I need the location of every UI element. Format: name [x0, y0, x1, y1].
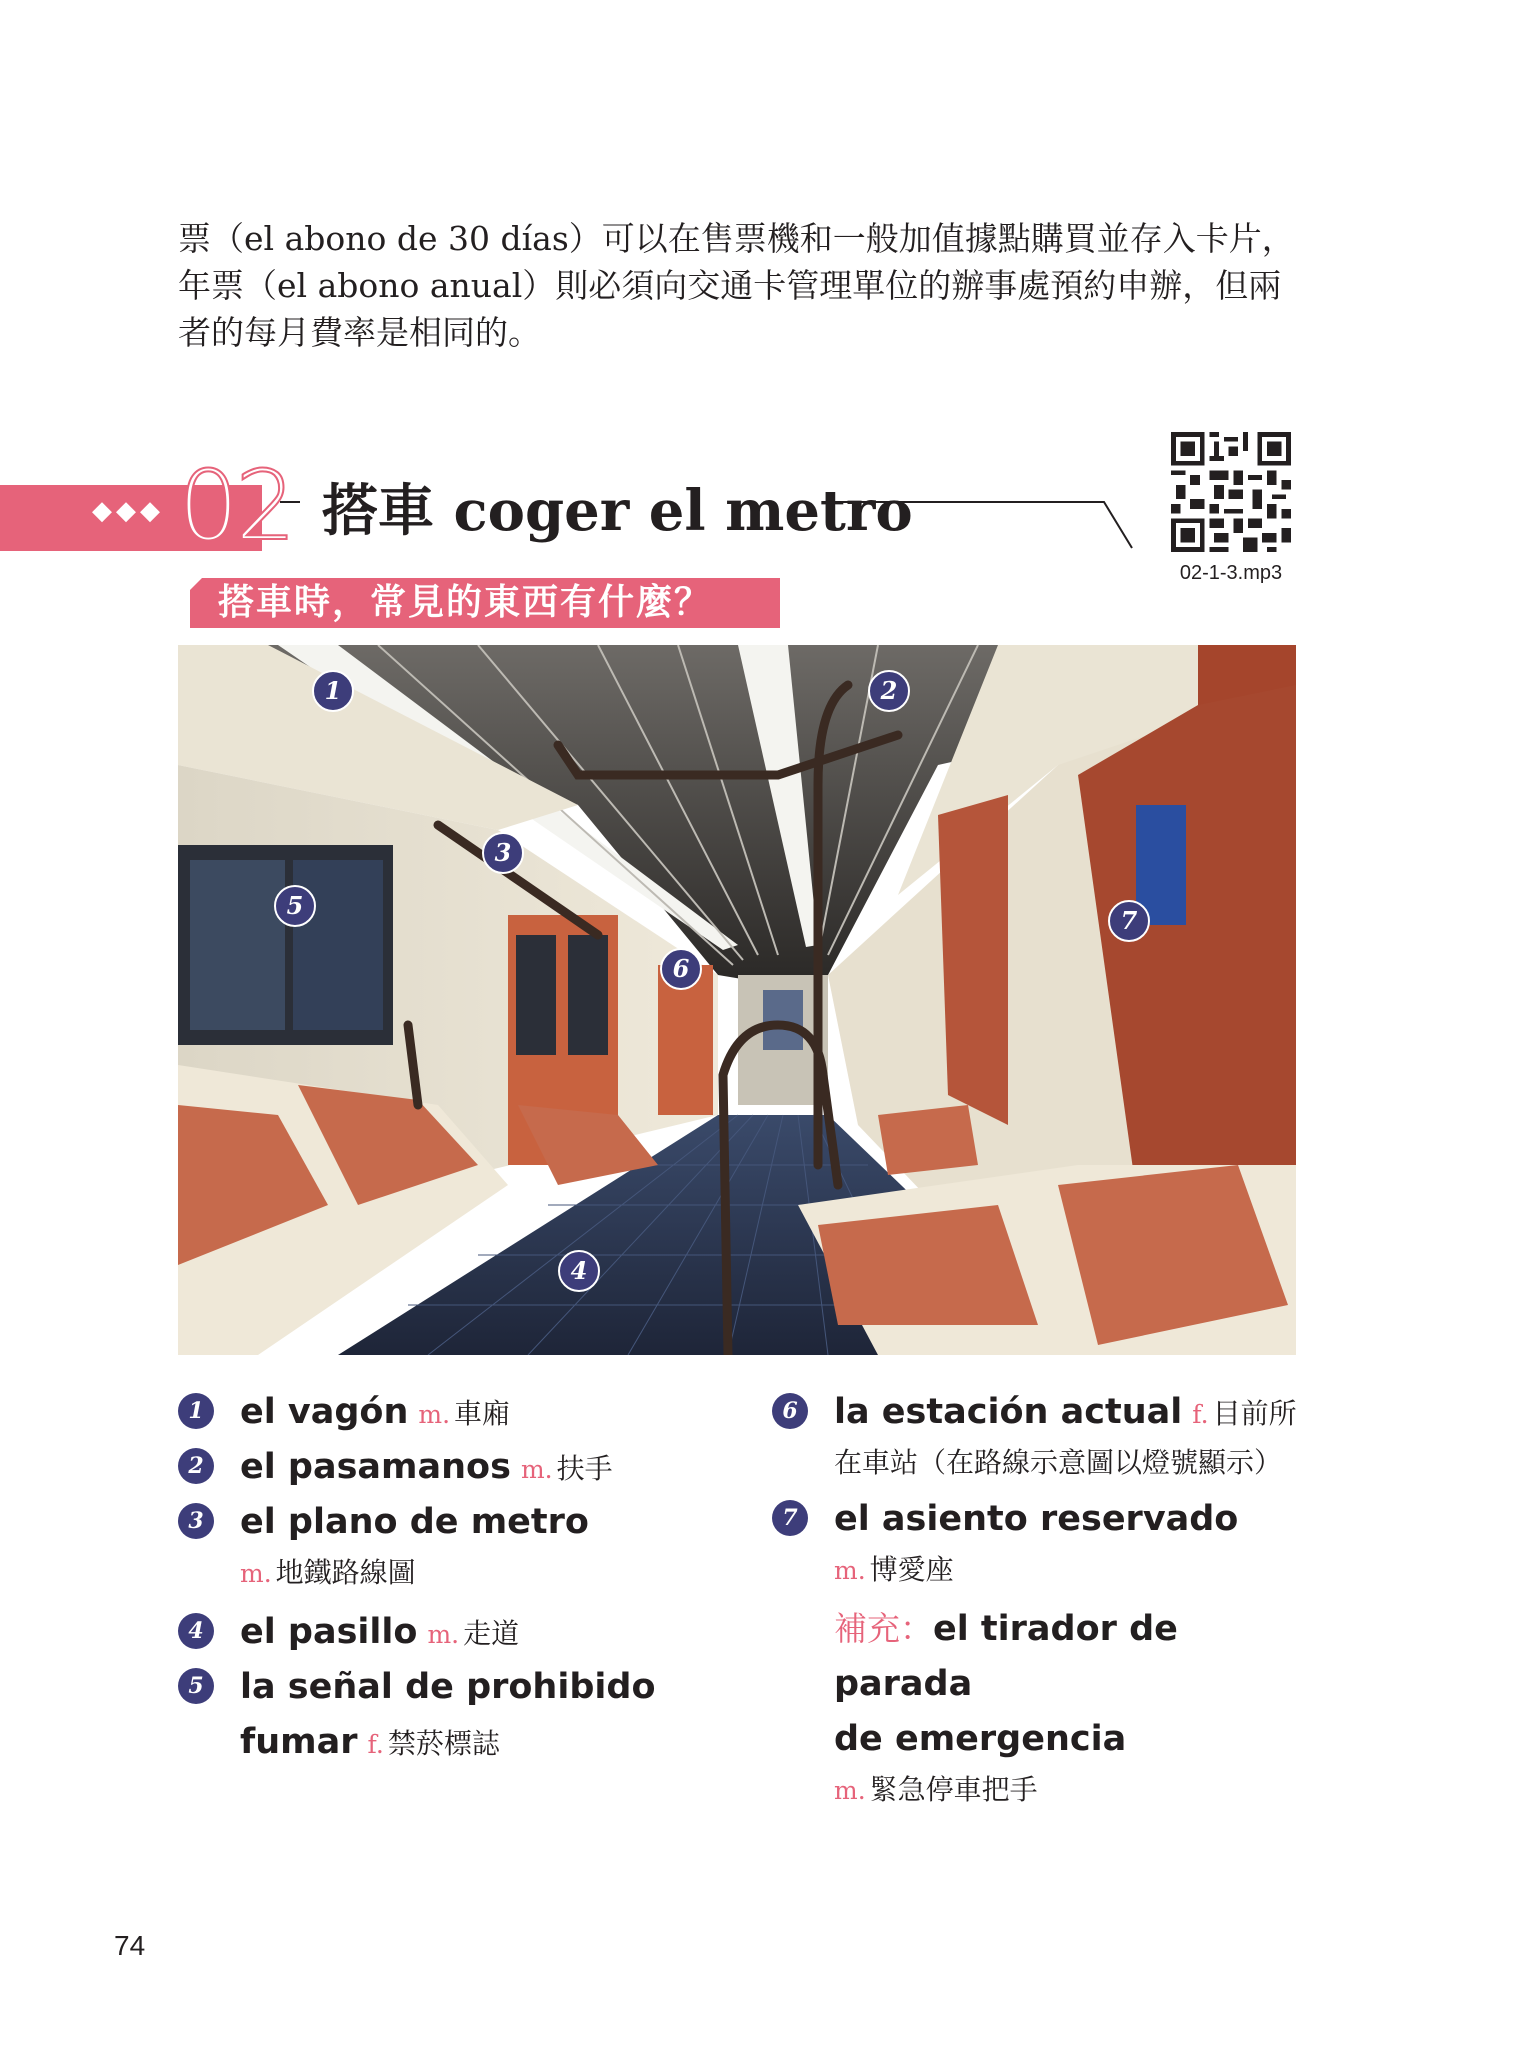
vocab-entry-5: [178, 1660, 738, 1770]
intro-line: 票（el abono de 30 días）可以在售票機和一般加值據點購買並存入卡片，: [178, 219, 1295, 258]
entry-translation: 扶手: [556, 1452, 613, 1485]
extra-term: el tirador de parada: [834, 1609, 1178, 1704]
extra-term-cont: de emergencia: [834, 1719, 1127, 1759]
entry-gender: f.: [1192, 1400, 1209, 1429]
page-number: 74: [114, 1930, 146, 1961]
vocab-entry-3: [178, 1495, 738, 1597]
vocab-entry-1: [178, 1385, 738, 1440]
photo-marker-1: 1: [312, 670, 354, 712]
photo-marker-4: 4: [558, 1250, 600, 1292]
photo-marker-3: 3: [482, 832, 524, 874]
photo-marker-7: 7: [1108, 900, 1150, 942]
entry-number: 4: [178, 1613, 214, 1649]
section-subtitle: 搭車時，常見的東西有什麼？: [218, 582, 713, 623]
entry-gender: f.: [367, 1730, 384, 1759]
entry-number: 5: [178, 1668, 214, 1704]
vocab-entry-7: [772, 1492, 1312, 1594]
entry-term: el pasamanos: [240, 1447, 511, 1487]
intro-line: 年票（el abono anual）則必須向交通卡管理單位的辦事處預約申辦，但兩: [178, 266, 1282, 305]
entry-translation: 地鐵路線圖: [275, 1556, 416, 1589]
photo-marker-5: 5: [274, 885, 316, 927]
vocab-extra: [772, 1602, 1312, 1814]
extra-translation: 緊急停車把手: [869, 1773, 1038, 1806]
entry-term: la estación actual: [834, 1392, 1183, 1432]
entry-translation: 禁菸標誌: [387, 1727, 500, 1760]
entry-gender: m.: [834, 1556, 866, 1585]
section-title: 搭車 coger el metro: [322, 478, 913, 544]
entry-translation: 目前所: [1212, 1397, 1297, 1430]
entry-term: la señal de prohibido: [240, 1667, 656, 1707]
entry-number: 2: [178, 1448, 214, 1484]
metro-interior-image: [178, 645, 1296, 1355]
extra-gender: m.: [834, 1776, 866, 1805]
entry-gender: m.: [240, 1559, 272, 1588]
entry-number: 1: [178, 1393, 214, 1429]
metro-car-photo: [178, 645, 1296, 1355]
entry-gender: m.: [427, 1620, 460, 1649]
entry-translation-cont: 在車站（在路線示意圖以燈號顯示）: [834, 1446, 1283, 1479]
audio-file-label[interactable]: 02-1-3.mp3: [1179, 562, 1283, 584]
entry-translation: 車廂: [454, 1397, 511, 1430]
entry-translation: 走道: [463, 1617, 520, 1650]
extra-subline: [834, 1767, 1312, 1814]
entry-gender: m.: [418, 1400, 451, 1429]
photo-marker-2: 2: [868, 670, 910, 712]
diamond-icons: ◆◆◆: [92, 496, 164, 526]
entry-term-cont: fumar: [240, 1722, 358, 1762]
vocab-column-left: [178, 1385, 738, 1770]
entry-term: el asiento reservado: [834, 1499, 1239, 1539]
entry-number: 7: [772, 1500, 808, 1536]
vocab-column-right: [772, 1385, 1312, 1814]
vocab-entry-4: [178, 1605, 738, 1660]
photo-marker-6: 6: [660, 948, 702, 990]
intro-paragraph: [178, 215, 1298, 356]
entry-number: 6: [772, 1393, 808, 1429]
entry-term: el plano de metro: [240, 1502, 589, 1542]
entry-subline: [834, 1547, 1312, 1594]
section-number: 02: [178, 450, 293, 562]
entry-gender: m.: [520, 1455, 553, 1484]
entry-translation: 博愛座: [869, 1553, 954, 1586]
intro-line: 者的每月費率是相同的。: [178, 313, 541, 352]
entry-subline: [240, 1550, 738, 1597]
entry-term: el vagón: [240, 1392, 409, 1432]
vocab-entry-2: [178, 1440, 738, 1495]
vocab-entry-6: [772, 1385, 1312, 1486]
entry-term: el pasillo: [240, 1612, 418, 1652]
entry-number: 3: [178, 1503, 214, 1539]
qr-code-icon[interactable]: [1171, 432, 1291, 552]
extra-label: 補充：: [834, 1609, 933, 1648]
